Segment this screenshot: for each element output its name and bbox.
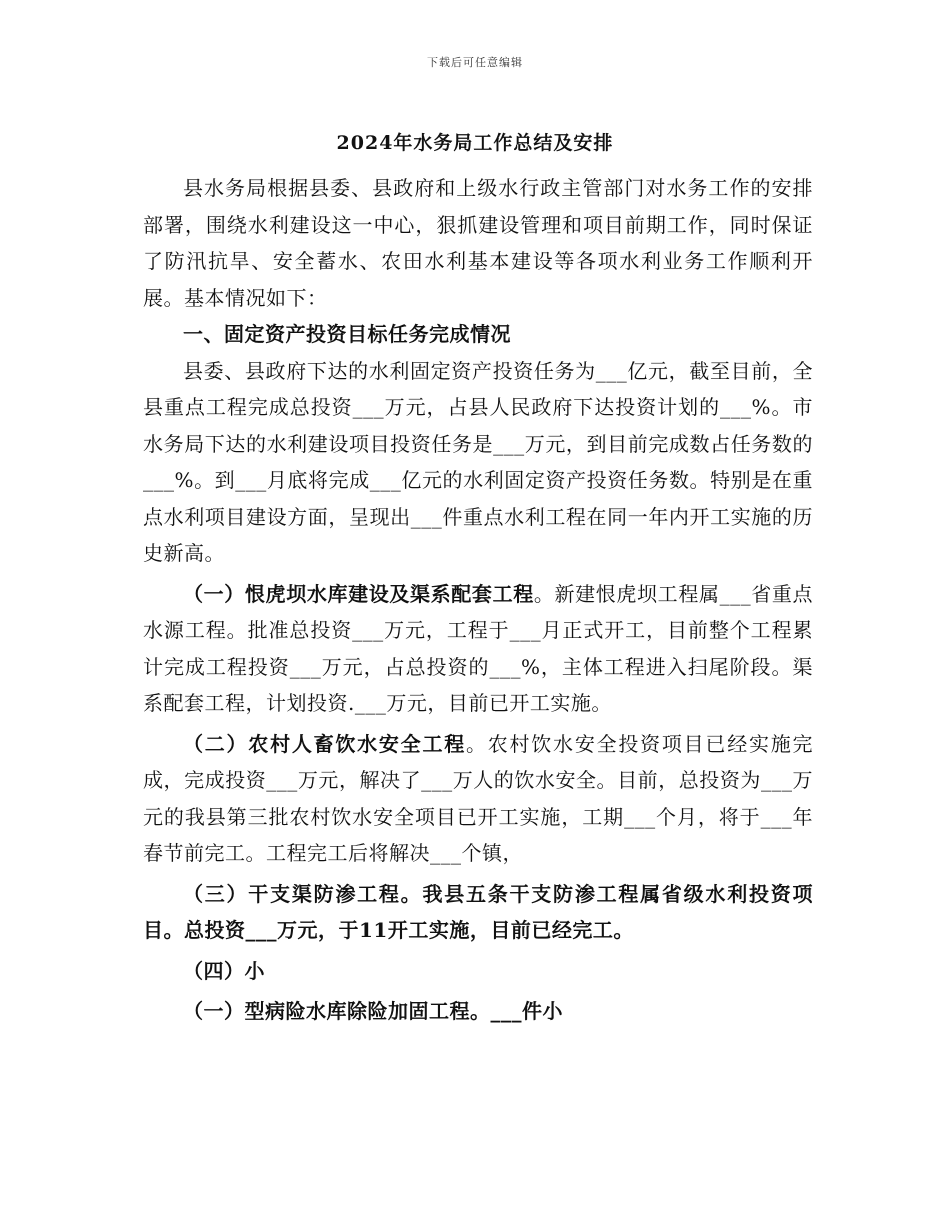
intro-paragraph: 县水务局根据县委、县政府和上级水行政主管部门对水务工作的安排部署，围绕水利建设这一中心，狠抓建设管理和项目前期工作，同时保证了防汛抗旱、安全蓄水、农田水利基本建设等各项水利业务工作顺利开展。基本情况如下： bbox=[143, 176, 813, 310]
item-2-body: 。农村饮水安全投资项目已经实施完成，完成投资___万元，解决了___万人的饮水安全。目前，总投资为___万元的我县第三批农村饮水安全项目已开工实施，工期___个月，将于___年春节前完工。工程完工后将解决___个镇， bbox=[143, 731, 814, 865]
item-1-lead: （一）恨虎坝水库建设及渠系配套工程 bbox=[183, 581, 534, 606]
item-1-body: 。新建恨虎坝工程属___省重点水源工程。批准总投资___万元，工程于___月正式开工，目前整个工程累计完成工程投资___万元，占总投资的___%，主体工程进入扫尾阶段。渠系配套工程，计划投资.___万元，目前已开工实施。 bbox=[143, 581, 814, 715]
item-4-paragraph: （四）小 bbox=[183, 958, 265, 983]
item-2-paragraph bbox=[143, 726, 813, 872]
document-title: 2024年水务局工作总结及安排 bbox=[336, 132, 614, 154]
header-note: 下载后可任意编辑 bbox=[427, 56, 523, 69]
document-body bbox=[143, 170, 813, 1030]
section-heading-1: 一、固定资产投资目标任务完成情况 bbox=[183, 322, 511, 346]
item-1-paragraph bbox=[143, 576, 813, 722]
item-3-paragraph: （三）干支渠防渗工程。我县五条干支防渗工程属省级水利投资项目。总投资___万元，于11开工实施，目前已经完工。 bbox=[143, 881, 813, 942]
item-2-lead: （二）农村人畜饮水安全工程 bbox=[183, 731, 466, 756]
section-1-paragraph: 县委、县政府下达的水利固定资产投资任务为___亿元，截至目前，全县重点工程完成总投资___万元，占县人民政府下达投资计划的___%。市水务局下达的水利建设项目投资任务是___万元，到目前完成数占任务数的___%。到___月底将完成___亿元的水利固定资产投资任务数。特别是在重点水利项目建设方面，呈现出___件重点水利工程在同一年内开工实施的历史新高。 bbox=[143, 358, 813, 565]
item-5-paragraph: （一）型病险水库除险加固工程。___件小 bbox=[183, 999, 563, 1023]
